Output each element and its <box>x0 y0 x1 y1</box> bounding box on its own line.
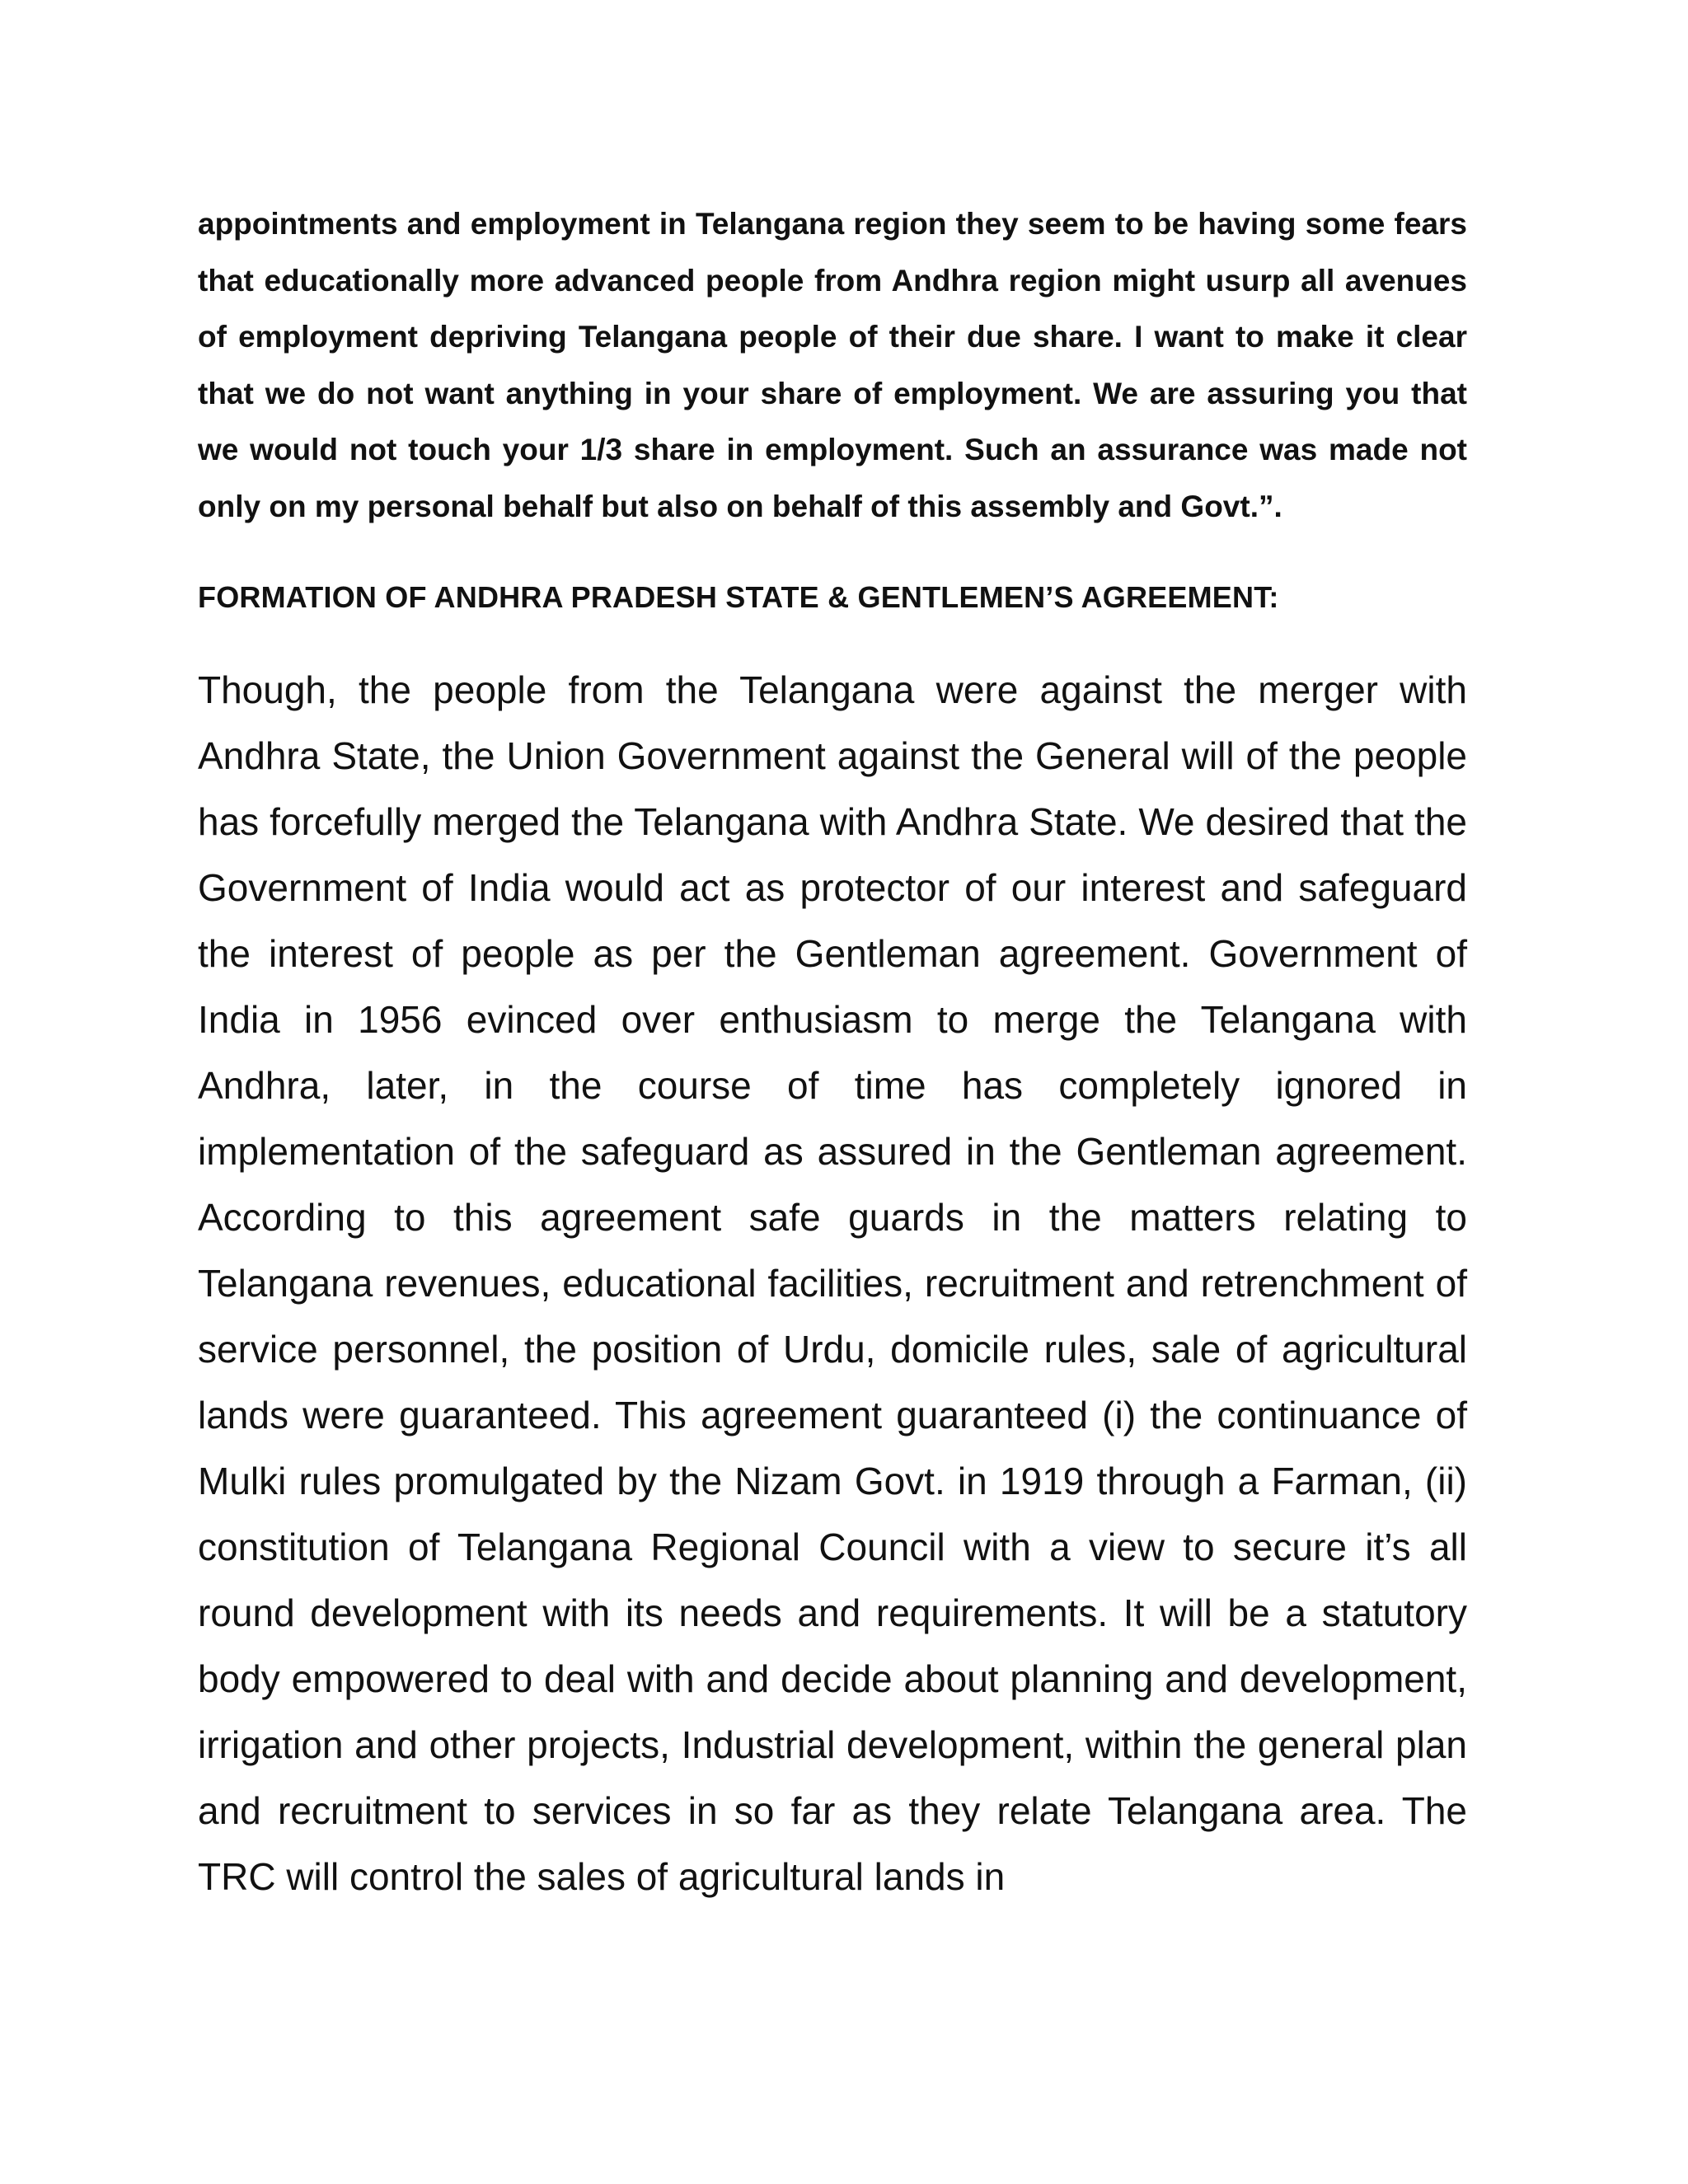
section-heading: FORMATION OF ANDHRA PRADESH STATE & GENTLEMEN’S AGREEMENT: <box>198 580 1279 614</box>
continued-quote-paragraph: appointments and employment in Telangana region they seem to be having some fears that educationally more advanced people from Andhra region might usurp all avenues of employment depriving Telangana people of their due share. I want to make it clear that we do not want anything in your share of employment. We are assuring you that we would not touch your 1/3 share in employment. Such an assurance was made not only on my personal behalf but also on behalf of this assembly and Govt.”. <box>198 207 1467 523</box>
body-paragraph: Though, the people from the Telangana were against the merger with Andhra State, the Union Government against the General will of the people has forcefully merged the Telangana with Andhra State. We desired that the Government of India would act as protector of our interest and safeguard the interest of people as per the Gentleman agreement. Government of India in 1956 evinced over enthusiasm to merge the Telangana with Andhra, later, in the course of time has completely ignored in implementation of the safeguard as assured in the Gentleman agreement. According to this agreement safe guards in the matters relating to Telangana revenues, educational facilities, recruitment and retrenchment of service personnel, the position of Urdu, domicile rules, sale of agricultural lands were guaranteed. This agreement guaranteed (i) the continuance of Mulki rules promulgated by the Nizam Govt. in 1919 through a Farman, (ii) constitution of Telangana Regional Council with a view to secure it’s all round development with its needs and requirements. It will be a statutory body empowered to deal with and decide about planning and development, irrigation and other projects, Industrial development, within the general plan and recruitment to services in so far as they relate Telangana area. The TRC will control the sales of agricultural lands in <box>198 668 1467 1898</box>
page-content <box>198 196 1467 1910</box>
